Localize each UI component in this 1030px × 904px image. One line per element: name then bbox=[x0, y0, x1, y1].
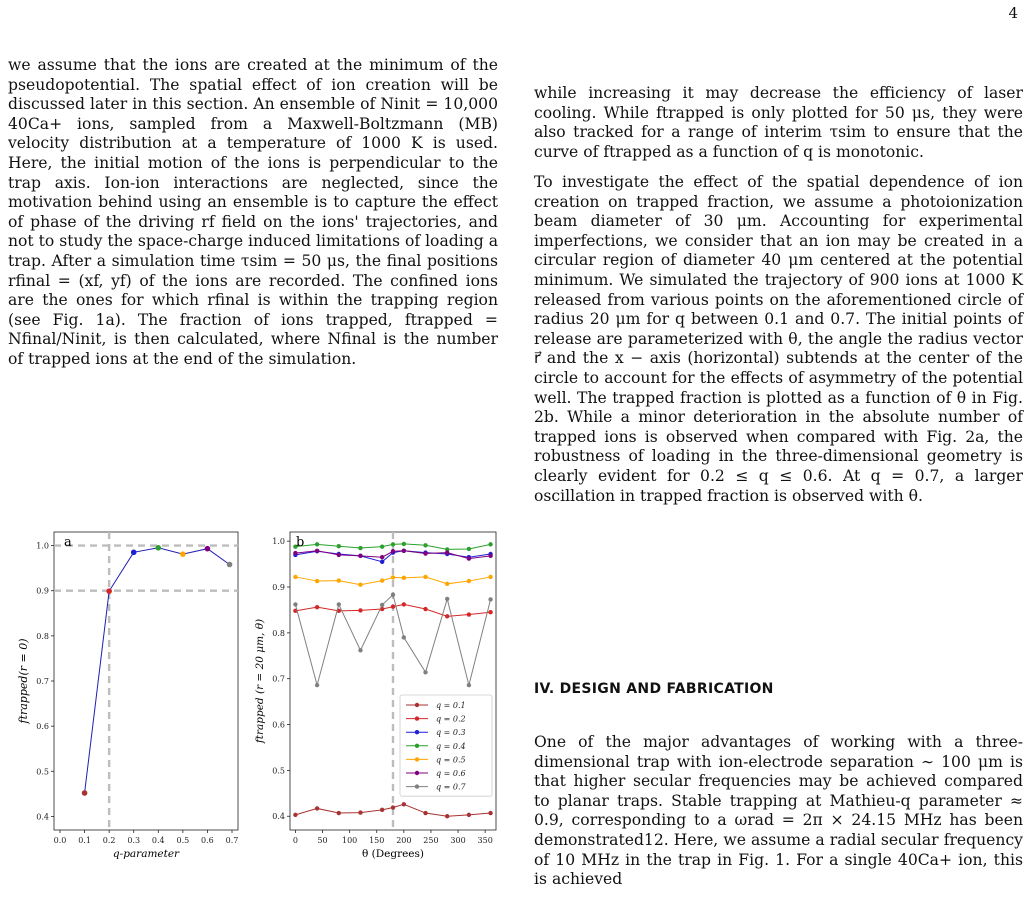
data-point bbox=[315, 542, 319, 546]
legend-label: q = 0.1 bbox=[436, 701, 466, 710]
right-column-paragraph-1 bbox=[534, 84, 1023, 162]
x-tick-label: 250 bbox=[423, 836, 439, 845]
x-tick-label: 350 bbox=[477, 836, 493, 845]
right-column-paragraph-3 bbox=[534, 733, 1023, 890]
data-point bbox=[380, 544, 384, 548]
data-point bbox=[467, 813, 471, 817]
data-point bbox=[445, 614, 449, 618]
y-tick-label: 0.8 bbox=[36, 631, 49, 641]
data-point bbox=[227, 562, 233, 568]
y-axis-label: ftrapped(r = 0) bbox=[17, 638, 30, 724]
x-tick-label: 0.7 bbox=[225, 836, 239, 845]
data-point bbox=[293, 551, 297, 555]
legend-label: q = 0.6 bbox=[436, 769, 466, 778]
x-tick-label: 0.0 bbox=[53, 836, 67, 845]
page-number: 4 bbox=[1008, 4, 1018, 22]
x-tick-label: 0.4 bbox=[151, 836, 165, 845]
data-point bbox=[391, 805, 395, 809]
legend bbox=[400, 695, 492, 796]
left-column-paragraph bbox=[8, 56, 498, 370]
data-point bbox=[131, 550, 137, 556]
data-point bbox=[315, 549, 319, 553]
y-tick-label: 0.8 bbox=[272, 628, 285, 638]
data-point bbox=[467, 579, 471, 583]
data-point bbox=[488, 575, 492, 579]
legend-label: q = 0.4 bbox=[436, 741, 466, 751]
data-point bbox=[337, 811, 341, 815]
x-tick-label: 0.3 bbox=[127, 836, 141, 845]
data-point bbox=[315, 806, 319, 810]
data-point bbox=[358, 608, 362, 612]
y-axis-ticks bbox=[36, 542, 54, 822]
figure-2b-chart bbox=[250, 522, 502, 894]
data-point bbox=[391, 549, 395, 553]
y-tick-label: 1.0 bbox=[272, 537, 285, 547]
y-tick-label: 0.5 bbox=[272, 766, 285, 776]
y-tick-label: 0.7 bbox=[272, 674, 285, 684]
legend-marker bbox=[415, 730, 419, 734]
section-heading: IV. DESIGN AND FABRICATION bbox=[534, 681, 774, 697]
x-tick-label: 0.2 bbox=[102, 836, 116, 845]
data-point bbox=[315, 579, 319, 583]
data-point bbox=[488, 554, 492, 558]
data-point bbox=[380, 603, 384, 607]
x-tick-label: 0 bbox=[292, 836, 298, 845]
y-tick-label: 0.5 bbox=[36, 767, 49, 777]
y-tick-label: 0.7 bbox=[36, 677, 49, 686]
x-tick-label: 50 bbox=[317, 836, 328, 845]
legend-marker bbox=[415, 703, 419, 707]
data-point bbox=[467, 556, 471, 560]
y-tick-label: 0.6 bbox=[36, 722, 49, 732]
data-point bbox=[358, 554, 362, 558]
legend-label: q = 0.3 bbox=[436, 728, 466, 738]
plot-frame bbox=[54, 532, 238, 830]
paragraph-laser-cooling: while increasing it may decrease the efficiency of laser cooling. While ftrapped is only plotted for 50 μs, they were also tracked for a range of interim τsim to ensure that the curve of ftrapped as a function of q is monotonic. bbox=[534, 84, 1023, 161]
y-tick-label: 1.0 bbox=[36, 541, 49, 551]
panel-label-b: b bbox=[296, 535, 305, 550]
data-point bbox=[423, 551, 427, 555]
x-tick-label: 0.5 bbox=[176, 836, 190, 845]
data-point bbox=[445, 582, 449, 586]
right-column-paragraph-2 bbox=[534, 173, 1023, 506]
paragraph-spatial-dependence: To investigate the effect of the spatial dependence of ion creation on trapped fraction, we assume a photoionization beam diameter of 30 μm. Accounting for experimental imperfections, we consider that an ion may be created in a circular region of diameter 40 μm centered at the potential minimum. We simulated the trajectory of 900 ions at 1000 K released from various points on the aforementioned circle of radius 20 μm for q between 0.1 and 0.7. The initial points of release are parameterized with θ, the angle the radius vector r⃗ and the x − axis (horizontal) subtends at the center of the circle to account for the effects of asymmetry of the potential well. The trapped fraction is plotted as a function of θ in Fig. 2b. While a minor deterioration in the absolute number of trapped ions is observed when compared with Fig. 2a, the robustness of loading in the three-dimensional geometry is clearly evident for 0.2 ≤ q ≤ 0.6. At q = 0.7, a larger oscillation in trapped fraction is observed with θ. bbox=[534, 173, 1023, 505]
panel-label-a: a bbox=[64, 535, 72, 550]
data-point bbox=[155, 545, 161, 551]
paragraph-design-fabrication: One of the major advantages of working with a three-dimensional trap with ion-electrode separation ∼ 100 μm is that higher secular frequencies may be achieved compared to planar traps. Stable trapping at Mathieu-q parameter ≈ 0.9, corresponding to a ωrad = 2π × 24.15 MHz has been demonstrated12. Here, we assume a radial secular frequency of 10 MHz in the trap in Fig. 1. For a single 40Ca+ ion, this is achieved bbox=[534, 733, 1023, 889]
data-point bbox=[445, 550, 449, 554]
y-tick-label: 0.9 bbox=[272, 583, 285, 593]
data-point bbox=[180, 551, 186, 557]
y-axis-ticks bbox=[272, 537, 290, 821]
data-point bbox=[402, 802, 406, 806]
data-point bbox=[82, 790, 88, 796]
x-axis-ticks bbox=[54, 830, 239, 845]
data-point bbox=[423, 670, 427, 674]
data-point bbox=[358, 546, 362, 550]
data-point bbox=[205, 546, 211, 552]
y-tick-label: 0.4 bbox=[36, 812, 49, 822]
data-point bbox=[293, 602, 297, 606]
data-point bbox=[467, 547, 471, 551]
y-tick-label: 0.9 bbox=[36, 586, 49, 596]
data-point bbox=[488, 610, 492, 614]
x-tick-label: 150 bbox=[369, 836, 385, 845]
y-tick-label: 0.4 bbox=[272, 812, 285, 822]
data-point bbox=[402, 602, 406, 606]
x-tick-label: 0.6 bbox=[201, 836, 214, 845]
data-point bbox=[402, 542, 406, 546]
legend-label: q = 0.2 bbox=[436, 714, 466, 724]
data-point bbox=[337, 544, 341, 548]
data-point bbox=[380, 560, 384, 564]
legend-marker bbox=[415, 716, 419, 720]
data-point bbox=[402, 576, 406, 580]
data-point bbox=[488, 542, 492, 546]
paragraph-simulation-setup: we assume that the ions are created at the minimum of the pseudopotential. The spatial effect of ion creation will be discussed later in this section. An ensemble of Ninit = 10,000 40Ca+ ions, sampled from a Maxwell-Boltzmann (MB) velocity distribution at a temperature of 1000 K is used. Here, the initial motion of the ions is perpendicular to the trap axis. Ion-ion interactions are neglected, since the motivation behind using an ensemble is to capture the effect of phase of the driving rf field on the ions' trajectories, and not to study the space-charge induced limitations of loading a trap. After a simulation time τsim = 50 μs, the final positions rfinal = (xf, yf) of the ions are recorded. The confined ions are the ones for which rfinal is within the trapping region (see Fig. 1a). The fraction of ions trapped, ftrapped = Nfinal/Ninit, is then calculated, where Nfinal is the number of trapped ions at the end of the simulation. bbox=[8, 56, 498, 368]
data-point bbox=[402, 635, 406, 639]
data-point bbox=[488, 597, 492, 601]
data-point bbox=[293, 813, 297, 817]
data-point bbox=[423, 811, 427, 815]
data-point bbox=[423, 575, 427, 579]
y-axis-label: ftrapped (r = 20 μm, θ) bbox=[254, 618, 266, 744]
legend-marker bbox=[415, 744, 419, 748]
data-point bbox=[391, 593, 395, 597]
data-point bbox=[337, 553, 341, 557]
data-point bbox=[315, 605, 319, 609]
data-point bbox=[380, 555, 384, 559]
data-point bbox=[106, 588, 112, 594]
data-point bbox=[358, 648, 362, 652]
x-tick-label: 300 bbox=[450, 836, 466, 845]
data-point bbox=[445, 597, 449, 601]
x-axis-label: θ (Degrees) bbox=[361, 848, 425, 860]
x-axis-label: q-parameter bbox=[112, 848, 180, 860]
data-point bbox=[423, 543, 427, 547]
data-point bbox=[358, 583, 362, 587]
data-point bbox=[391, 575, 395, 579]
data-point bbox=[337, 602, 341, 606]
data-point bbox=[488, 811, 492, 815]
data-point bbox=[293, 575, 297, 579]
data-point bbox=[467, 612, 471, 616]
x-tick-label: 200 bbox=[396, 836, 412, 845]
y-tick-label: 0.6 bbox=[272, 720, 285, 730]
data-point bbox=[467, 683, 471, 687]
x-tick-label: 100 bbox=[341, 836, 358, 845]
data-point bbox=[445, 814, 449, 818]
x-axis-ticks bbox=[293, 830, 493, 845]
data-point bbox=[391, 605, 395, 609]
data-point bbox=[380, 808, 384, 812]
data-point bbox=[358, 810, 362, 814]
data-point bbox=[337, 578, 341, 582]
legend-label: q = 0.7 bbox=[436, 782, 466, 792]
figure-2a-chart bbox=[14, 522, 244, 894]
legend-marker bbox=[415, 757, 419, 761]
data-point bbox=[380, 578, 384, 582]
data-point bbox=[402, 549, 406, 553]
legend-marker bbox=[415, 771, 419, 775]
data-point bbox=[391, 542, 395, 546]
legend-label: q = 0.5 bbox=[436, 755, 466, 765]
legend-marker bbox=[415, 784, 419, 788]
x-tick-label: 0.1 bbox=[78, 836, 91, 845]
data-point bbox=[315, 683, 319, 687]
data-point bbox=[423, 607, 427, 611]
